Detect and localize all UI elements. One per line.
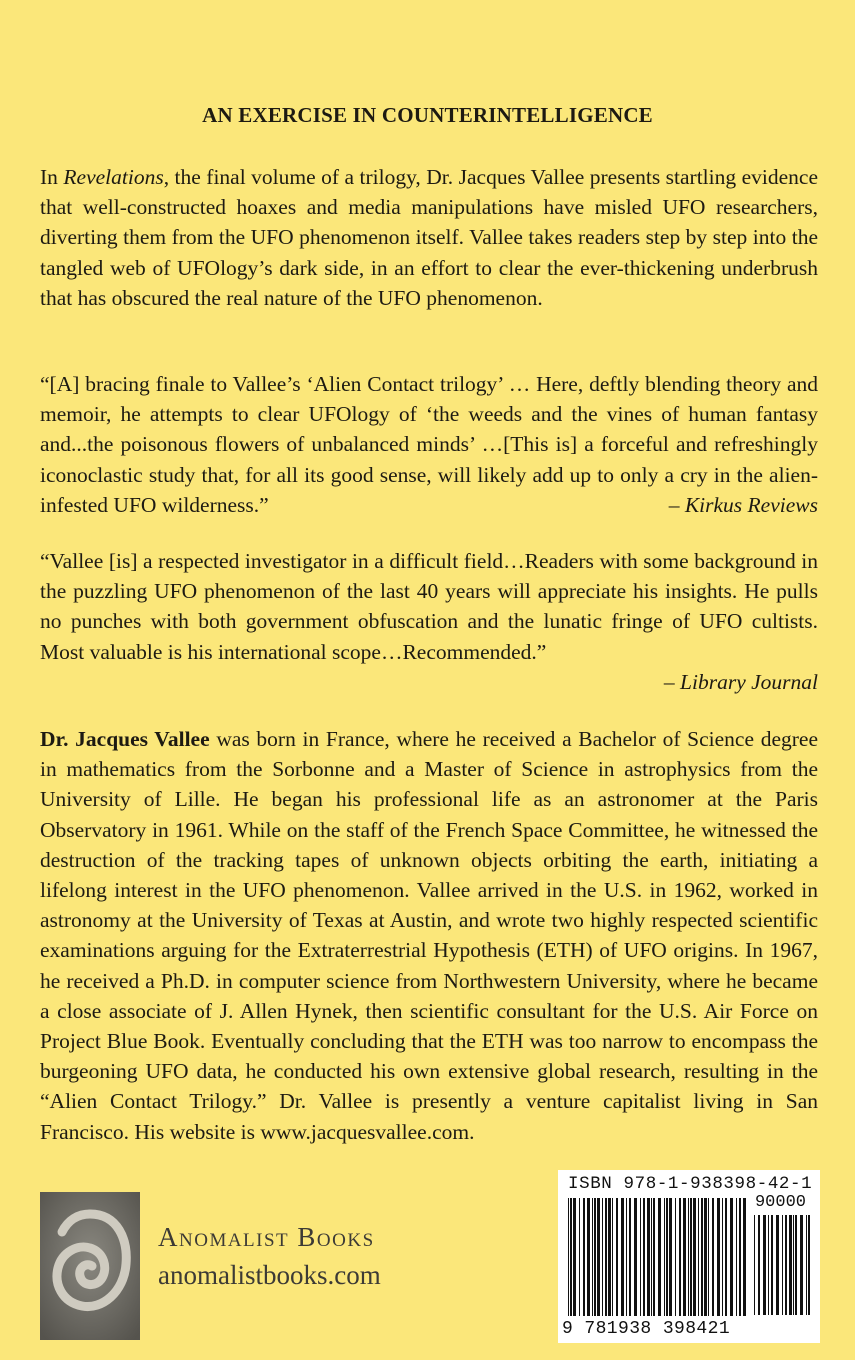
publisher-info (158, 1218, 381, 1294)
addon-barcode-bars (752, 1215, 812, 1320)
barcode-bar (782, 1215, 783, 1315)
barcode-bar (640, 1198, 641, 1316)
barcode-bar (793, 1215, 794, 1315)
barcode-bar (592, 1198, 593, 1316)
book-blurb (40, 162, 818, 313)
barcode-bar (722, 1198, 723, 1316)
barcode-bar (795, 1215, 797, 1315)
ean-barcode-bars (566, 1198, 746, 1320)
barcode-bar (583, 1198, 585, 1316)
barcode-bar (621, 1198, 624, 1316)
barcode-bar (725, 1198, 727, 1316)
barcode-bar (597, 1198, 600, 1316)
barcode-bar (658, 1198, 661, 1316)
barcode-bar (789, 1215, 792, 1315)
barcode-bar (730, 1198, 733, 1316)
barcode-bar (568, 1198, 569, 1316)
barcode-bar (771, 1215, 773, 1315)
barcode-bar (602, 1198, 603, 1316)
barcode-bar (717, 1198, 720, 1316)
barcode-bar (806, 1215, 807, 1315)
barcode-bar (683, 1198, 686, 1316)
barcode-bar (739, 1198, 741, 1316)
author-bio (40, 724, 818, 1147)
barcode-bar (736, 1198, 737, 1316)
barcode-bar (776, 1215, 779, 1315)
barcode-bar (605, 1198, 607, 1316)
barcode-bar (701, 1198, 703, 1316)
isbn-label: ISBN 978-1-938398-42-1 (568, 1174, 813, 1194)
barcode-bar (626, 1198, 627, 1316)
barcode-bar (612, 1198, 613, 1316)
review-quote: “[A] bracing finale to Vallee’s ‘Alien Contact trilogy’ … Here, deftly blending theory and memoir, he attempts to clear UFOlogy of ‘the weeds and the vines of human fantasy and...the poisonous flowers of unbalanced minds’ …[This is] a forceful and refreshingly iconoclastic study that, for all its good sense, will likely add up to only a cry in the alien-infested UFO wilderness.” (40, 372, 818, 517)
barcode-bar (587, 1198, 590, 1316)
barcode-bar (693, 1198, 696, 1316)
barcode-bar (800, 1215, 803, 1315)
barcode-bar (712, 1198, 714, 1316)
barcode-bar (666, 1198, 668, 1316)
book-title: Revelations (63, 165, 164, 189)
barcode-bar (608, 1198, 611, 1316)
isbn-barcode (558, 1170, 820, 1343)
barcode-bar (675, 1198, 676, 1316)
barcode-bar (808, 1215, 810, 1315)
barcode-bar (690, 1198, 692, 1316)
cover-heading: AN EXERCISE IN COUNTERINTELLIGENCE (202, 103, 653, 127)
bio-text: was born in France, where he received a Bachelor of Science degree in mathematics from the Sorbonne and a Master of Science in astrophysics from the University of Lille. He began his professional life as an astronomer at the Paris Observatory in 1961. While on the staff of the French Space Committee, he witnessed the destruction of the tracking tapes of unknown objects orbiting the earth, initiating a lifelong interest in the UFO phenomenon. Vallee arrived in the U.S. in 1962, worked in astronomy at the University of Texas at Austin, and wrote two highly respected scientific examinations arguing for the Extraterrestrial Hypothesis (ETH) of UFO origins. In 1967, he received a Ph.D. in computer science from Northwestern University, where he became a close associate of J. Allen Hynek, then scientific consultant for the U.S. Air Force on Project Blue Book. Eventually concluding that the ETH was too narrow to encompass the burgeoning UFO data, he conducted his own extensive global research, resulting in the “Alien Contact Trilogy.” Dr. Vallee is presently a venture capitalist living in San Francisco. His website is www.jacquesvallee.com. (40, 727, 818, 1144)
publisher-logo (40, 1192, 140, 1340)
review-source: – Library Journal (663, 669, 818, 694)
blurb-intro: In (40, 165, 64, 189)
barcode-bar (647, 1198, 650, 1316)
barcode-bar (579, 1198, 580, 1316)
barcode-bar (594, 1198, 596, 1316)
barcode-bar (669, 1198, 672, 1316)
publisher-website: anomalistbooks.com (158, 1260, 381, 1290)
barcode-bar (634, 1198, 637, 1316)
barcode-bar (704, 1198, 707, 1316)
price-code: 90000 (754, 1193, 806, 1212)
barcode-bar (570, 1198, 572, 1316)
barcode-bar (743, 1198, 746, 1316)
blurb-body: , the final volume of a trilogy, Dr. Jacques Vallee presents startling evidence that well-constructed hoaxes and media manipulations have misled UFO researchers, diverting them from the UFO phenomenon itself. Vallee takes readers step by step into the tangled web of UFOlogy’s dark side, in an effort to clear the ever-thickening underbrush that has obscured the real nature of the UFO phenomenon. (40, 165, 818, 310)
barcode-bar (573, 1198, 576, 1316)
barcode-bar (679, 1198, 681, 1316)
barcode-bar (763, 1215, 766, 1315)
barcode-bar (758, 1215, 760, 1315)
barcode-bar (688, 1198, 689, 1316)
barcode-bar (651, 1198, 652, 1316)
barcode-bar (785, 1215, 787, 1315)
review-quote: “Vallee [is] a respected investigator in a difficult field…Readers with some background in the puzzling UFO phenomenon of the last 40 years will appreciate his insights. He pulls no punches with both government obfuscation and the lunatic fringe of UFO cultists. Most valuable is his international scope…Recommended.” (40, 549, 818, 664)
barcode-bar (629, 1198, 631, 1316)
review-library-journal (40, 546, 818, 697)
barcode-bar (768, 1215, 769, 1315)
barcode-bar (664, 1198, 665, 1316)
barcode-bar (616, 1198, 618, 1316)
barcode-bar (708, 1198, 709, 1316)
review-source: – Kirkus Reviews (668, 492, 818, 517)
review-kirkus (40, 369, 818, 520)
ean-digits: 9 781938 398421 (562, 1319, 731, 1339)
publisher-name: Anomalist Books (158, 1222, 375, 1252)
barcode-bar (754, 1215, 755, 1315)
barcode-bar (643, 1198, 645, 1316)
barcode-bar (698, 1198, 699, 1316)
author-name: Dr. Jacques Vallee (40, 727, 210, 751)
barcode-bar (653, 1198, 655, 1316)
spiral-icon (40, 1192, 140, 1340)
